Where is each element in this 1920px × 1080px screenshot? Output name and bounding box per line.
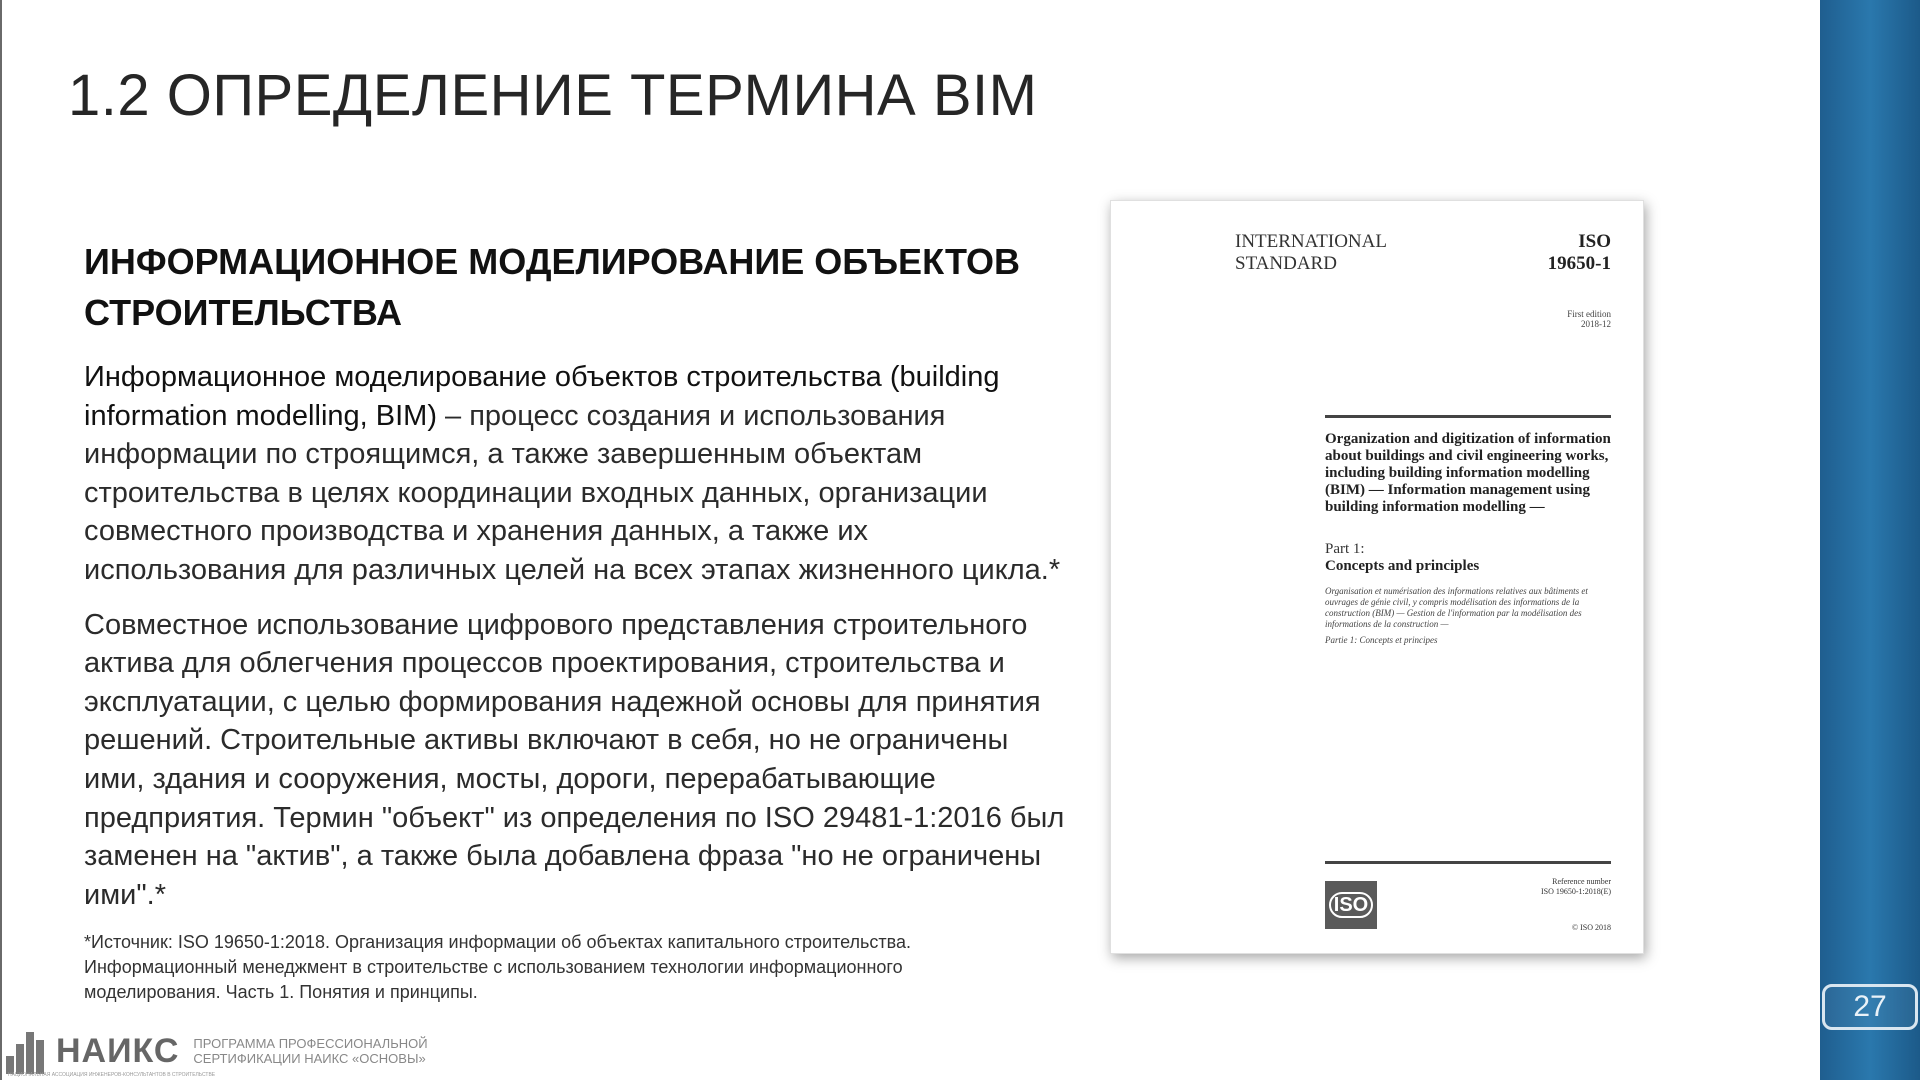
doc-edition: First edition 2018-12: [1567, 309, 1611, 329]
doc-title-fr: Organisation et numérisation des informations relatives aux bâtiments et ouvrages de génie civil, y compris modélisation des informations de la construction (BIM) — Gestion de l'information par la modélisation des informations de la construction —: [1325, 586, 1588, 629]
doc-rule-top: [1325, 415, 1611, 418]
program-text: ПРОГРАММА ПРОФЕССИОНАЛЬНОЙ СЕРТИФИКАЦИИ НАИКС «ОСНОВЫ»: [193, 1036, 428, 1066]
definition-term: Информационное моделирование объектов строительства (building information modelling, BIM): [84, 361, 1000, 432]
right-decor-band: [1820, 0, 1920, 1080]
doc-reference: Reference number ISO 19650-1:2018(E): [1541, 877, 1611, 896]
doc-title-en: Organization and digitization of information about buildings and civil engineering works, including building information modelling (BIM) — Information management using building information modelling —: [1325, 431, 1611, 515]
section-heading: ИНФОРМАЦИОННОЕ МОДЕЛИРОВАНИЕ ОБЪЕКТОВ СТРОИТЕЛЬСТВА: [84, 241, 1021, 333]
logo-subtitle: НАЦИОНАЛЬНАЯ АССОЦИАЦИЯ ИНЖЕНЕРОВ-КОНСУЛЬТАНТОВ В СТРОИТЕЛЬСТВЕ: [8, 1072, 216, 1078]
footer-logo: [6, 1024, 428, 1078]
main-content: [84, 236, 1074, 1005]
doc-part-title: Concepts and principles: [1325, 558, 1480, 574]
page-number-badge: 27: [1822, 984, 1918, 1030]
logo-name: НАИКС: [56, 1031, 180, 1070]
second-paragraph: Совместное использование цифрового представления строительного актива для облегчения процессов проектирования, строительства и эксплуатации, с целью формирования надежной основы для принятия решений. Строительные активы включают в себя, но не ограничены ими, здания и сооружения, мосты, дороги, перерабатывающие предприятия. Термин "объект" из определения по ISO 29481-1:2016 был заменен на "актив", а также была добавлена фраза "но не ограничены ими".*: [84, 608, 1065, 911]
slide-title: 1.2 ОПРЕДЕЛЕНИЕ ТЕРМИНА BIM: [68, 63, 1038, 128]
source-footnote: *Источник: ISO 19650-1:2018. Организация информации об объектах капитального строительства. Информационный менеджмент в строительстве с использованием технологии информационного моделирования. Часть 1. Понятия и принципы.: [84, 932, 912, 1003]
doc-part-fr: Partie 1: Concepts et principes: [1325, 635, 1438, 645]
iso-document-cover: [1110, 200, 1644, 954]
iso-logo-icon: ISO: [1325, 881, 1377, 929]
doc-rule-bottom: [1325, 861, 1611, 864]
doc-copyright: © ISO 2018: [1572, 923, 1611, 932]
doc-header: [1235, 231, 1611, 281]
definition-text: – процесс создания и использования информации по строящимся, а также завершенным объектам строительства в целях координации входных данных, организации совместного производства и хранения данных, а также их использования для различных целей на всех этапах жизненного цикла.*: [84, 399, 1061, 586]
definition-paragraph: [84, 358, 1074, 590]
building-logo-icon: [6, 1028, 50, 1074]
doc-type: INTERNATIONAL STANDARD: [1235, 231, 1387, 274]
doc-part-label: Part 1:: [1325, 541, 1365, 557]
doc-iso-number: ISO 19650-1: [1547, 231, 1611, 274]
